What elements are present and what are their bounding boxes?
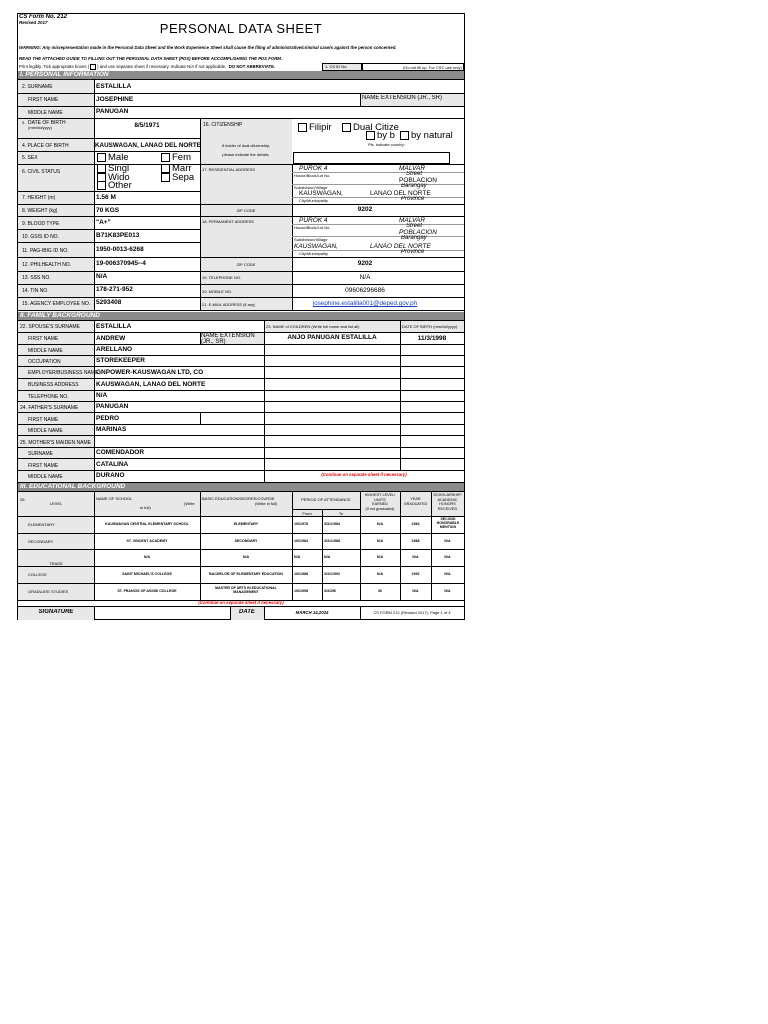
occupation-label: OCCUPATION <box>28 359 61 365</box>
dob-label: DATE OF BIRTH <box>28 120 66 126</box>
sss-value: N/A <box>96 273 108 280</box>
spouse-first-name-value: ANDREW <box>96 335 126 342</box>
checkbox[interactable] <box>161 173 170 182</box>
mother-first-name-label: FIRST NAME <box>28 463 59 469</box>
middle-name-label: MIDDLE NAME <box>28 110 63 116</box>
form-number: CS Form No. 212 <box>19 14 68 20</box>
surname-label: 2. SURNAME <box>22 84 53 90</box>
telephone-label: 19. TELEPHONE NO. <box>202 275 242 280</box>
dob-format: (mm/dd/yyyy) <box>28 125 52 130</box>
residential-zip-value: 9202 <box>357 206 373 213</box>
date-value: MARCH 14,2024 <box>295 610 329 615</box>
pagibig-label: 11. PAG-IBIG ID NO. <box>22 248 69 254</box>
tin-label: 14. TIN NO. <box>22 288 49 294</box>
philhealth-value: 19-006370945--4 <box>96 260 146 267</box>
tick-box-sample <box>90 64 96 70</box>
civil-widowed-option[interactable]: Wido <box>97 173 130 183</box>
children-label: 23. NAME of CHILDREN (Write full name and list all) <box>266 324 360 329</box>
mother-surname-label: SURNAME <box>28 451 54 457</box>
date-label: DATE <box>239 609 255 615</box>
mother-middle-name-label: MIDDLE NAME <box>28 474 63 480</box>
agency-employee-label: 15. AGENCY EMPLOYEE NO. <box>22 301 91 307</box>
blood-type-value: "A+" <box>96 219 111 226</box>
gsis-value: B71K83PE013 <box>96 232 140 239</box>
first-name-label: FIRST NAME <box>28 97 59 103</box>
civil-married-option[interactable]: Marr <box>161 164 192 174</box>
cs-id-label: 1. CS ID No. <box>325 64 348 69</box>
personal-data-sheet-form: CS Form No. 212 Revised 2017 PERSONAL DATA SHEET WARNING: Any misrepresentation made in the Personal Data Sheet and the Work Experience Sheet shall cause the filing of administrative/criminal case/s against the person concerned. READ THE ATTACHED GUIDE TO FILLING OUT THE PERSONAL DATA SHEET (PDS) BEFORE ACCOMPLISHING THE PDS FORM. Print legibly. Tick appropriate boxes ( ) and use separate sheet if necessary. Indicate N/A if not applicable. DO NOT ABBREVIATE. 1. CS ID No. (Do not fill up. For CSC use only) I. PERSONAL INFORMATION 2. SURNAME ESTALILLA FIRST NAME JOSEPHINE NAME EXTENSION (JR., SR) MIDDLE NAME PANUGAN 3. DATE OF BIRTH (mm/dd/yyyy) 8/5/1971 4. PLACE OF BIRTH KAUSWAGAN, LANAO DEL NORTE 16. CITIZENSHIP Filipir Dual Citize by b by natural If holder of dual citizenship, please indicate the details. Pls. indicate country: 5. SEX Male Fem 6. CIVIL STATUS Singl Marr Wido Sepa Other 7. HEIGHT (m) 1.56 M 8. WEIGHT (kg) 70 KGS 9. BLOOD TYPE "A+" 10. GSIS ID NO. B71K83PE013 11. PAG-IBIG ID NO. 1950-0013-6268 12. PHILHEALTH NO. 19-006370945--4 13. SSS NO. N/A 14. TIN NO. 178-271-952 15. AGENCY EMPLOYEE NO. 5293408 17. RESIDENTIAL ADDRESS PUROK 4 MALVAR House/Block/Lot No. Street POBLACION Subdivision/Village Barangay KAUSWAGAN, LANAO DEL NORTE City/Municipality Province ZIP CODE 9202 18. PERMANENT ADDRESS PUROK 4 MALVAR House/Block/Lot No. Street POBLACION Subdivision/Village Barangay KAUSWAGAN, LANAO DEL NORTE City/Municipality Province ZIP CODE 9202 19. TELEPHONE NO. N/A 20. MOBILE NO. 09606296686 21. E-MAIL ADDRESS (if any) josephine.estalilla001@deped.gov.ph II. FAMILY BACKGROUND 22. SPOUSE'S SURNAME ESTALILLA FIRST NAME ANDREW NAME EXTENSION (JR., SR) MIDDLE NAME ARELLANO OCCUPATION STOREKEEPER EMPLOYER/BUSINESS NAME GNPOWER-KAUSWAGAN LTD, CO BUSINESS ADDRESS KAUSWAGAN, LANAO DEL NORTE TELEPHONE NO. N/A 24. FATHER'S SURNAME PANUGAN FIRST NAME PEDRO MIDDLE NAME MARINAS 25. MOTHER'S MAIDEN NAME SURNAME COMENDADOR FIRST NAME CATALINA MIDDLE NAME DURANO 23. NAME of CHILDREN (Write full name and list all) DATE OF BIRTH (mm/dd/yyyy) ANJO PANUGAN ESTALILLA 11/3/1998 (Continue on separate sheet if necessary) III. EDUCATIONAL BACKGROUND 26. LEVEL NAME OF SCHOOL (Write in full) BASIC EDUCATION/DEGREE/COURSE (Write in full) PERIOD OF ATTENDANCE From To HIGHEST LEVEL/ UNITS EARNED (if not graduated) YEAR GRADUATED SCHOLARSHIP/ ACADEMIC HONORS RECEIVED ELEMENTARY KAUSWAGAN CENTRAL ELEMENTARY SCHOOL ELEMENTARY 1/6/1978 3/31/1984 N/A 1984 SECOND HONORABLE MENTION SECONDARY ST. VINCENT ACADEMY SECONDARY 1/6/1984 3/31/1988 N/A 1988 N/A TRADE N/A N/A N/A N/A N/A N/A N/A COLLEGE SAINT MICHAEL'S COLLEGE BACHELOR OF ELEMENTARY EDUCATION 1/6/1988 3/31/1992 N/A 1992 N/A GRADUATE STUDIES ST. FRANCIS OF ASSISI COLLEGE MASTER OF ARTS IN EDUCATIONAL MANAGEMENT 1/6/1998 3/31/96 36 N/A N/A (Continue on separate sheet if necessary) SIGNATURE DATE MARCH 14,2024 CS FORM 212 (Revised 2017), Page 1 of 4 <box>17 13 465 620</box>
surname-value: ESTALILLA <box>96 83 132 90</box>
page-title: PERSONAL DATA SHEET <box>159 21 323 36</box>
warning-text: WARNING: Any misrepresentation made in the Personal Data Sheet and the Work Experience Sheet shall cause the filing of administrative/criminal case/s against the person concerned. <box>19 45 397 50</box>
child-name-value: ANJO PANUGAN ESTALILLA <box>287 334 377 341</box>
dual-by-birth-option[interactable]: by b <box>366 130 395 141</box>
spouse-surname-value: ESTALILLA <box>96 323 132 330</box>
mother-surname-value: COMENDADOR <box>96 449 145 456</box>
signature-label: SIGNATURE <box>38 609 74 615</box>
pob-value: KAUSWAGAN, LANAO DEL NORTE <box>95 142 201 149</box>
checkbox[interactable] <box>298 123 307 132</box>
weight-value: 70 KGS <box>96 207 120 214</box>
weight-label: 8. WEIGHT (kg) <box>22 208 58 214</box>
permanent-address-label: 18. PERMANENT ADDRESS <box>202 219 254 224</box>
mobile-label: 20. MOBILE NO. <box>202 289 233 294</box>
sex-male-option[interactable]: Male <box>97 152 129 163</box>
highest-level-header: HIGHEST LEVEL/ UNITS EARNED (if not graduated) <box>364 493 396 511</box>
child-dob-label: DATE OF BIRTH (mm/dd/yyyy) <box>402 324 458 329</box>
telephone-value: N/A <box>359 274 371 281</box>
citizenship-filipino-option[interactable]: Filipir <box>298 122 332 133</box>
email-value[interactable]: josephine.estalilla001@deped.gov.ph <box>312 300 418 307</box>
sex-female-option[interactable]: Fem <box>161 152 191 163</box>
business-address-value: KAUSWAGAN, LANAO DEL NORTE <box>96 381 206 388</box>
civil-other-option[interactable]: Other <box>97 181 132 191</box>
business-address-label: BUSINESS ADDRESS <box>28 382 79 388</box>
section-personal-information: I. PERSONAL INFORMATION <box>18 71 464 79</box>
dob-value: 8/5/1971 <box>134 122 160 129</box>
father-first-name-value: PEDRO <box>96 415 120 422</box>
year-graduated-header: YEAR GRADUATED <box>403 497 428 506</box>
email-label: 21. E-MAIL ADDRESS (if any) <box>202 302 256 307</box>
dual-note-line2: please indicate the details. <box>222 152 270 157</box>
cs-id-field: (Do not fill up. For CSC use only) <box>362 63 464 71</box>
mother-middle-name-value: DURANO <box>96 472 125 479</box>
civil-status-label: 6. CIVIL STATUS <box>22 169 61 175</box>
dual-by-naturalization-option[interactable]: by natural <box>400 130 453 141</box>
spouse-telephone-value: N/A <box>96 392 108 399</box>
checkbox[interactable] <box>97 164 106 173</box>
section-educational-background: III. EDUCATIONAL BACKGROUND <box>18 483 464 491</box>
father-first-name-label: FIRST NAME <box>28 417 59 423</box>
family-continue-note: (Continue on separate sheet if necessary) <box>321 472 407 477</box>
mobile-value: 09606296686 <box>345 287 385 294</box>
father-surname-value: PANUGAN <box>96 403 129 410</box>
signature-field[interactable] <box>95 607 230 620</box>
philhealth-label: 12. PHILHEALTH NO. <box>22 262 72 268</box>
blood-type-label: 9. BLOOD TYPE <box>22 221 60 227</box>
middle-name-value: PANUGAN <box>96 108 129 115</box>
citizenship-dual-option[interactable]: Dual Citize <box>342 122 412 133</box>
instructions-text: Print legibly. Tick appropriate boxes ( ) and use separate sheet if necessary. Indicate N/A if not applicable. DO NOT ABBREVIATE. <box>19 64 276 70</box>
spouse-surname-label: 22. SPOUSE'S SURNAME <box>20 324 80 330</box>
checkbox[interactable] <box>97 153 106 162</box>
education-continue-note: (Continue on separate sheet if necessary) <box>198 600 284 605</box>
father-surname-label: 24. FATHER'S SURNAME <box>20 405 79 411</box>
pagibig-value: 1950-0013-6268 <box>96 246 144 253</box>
name-extension-label: NAME EXTENSION (JR., SR) <box>362 95 443 101</box>
mother-maiden-name-label: 25. MOTHER'S MAIDEN NAME <box>20 440 91 446</box>
honors-header: SCHOLARSHIP/ ACADEMIC HONORS RECEIVED <box>433 493 462 511</box>
period-header: PERIOD OF ATTENDANCE <box>301 497 351 502</box>
father-middle-name-value: MARINAS <box>96 426 127 433</box>
read-guide-text: READ THE ATTACHED GUIDE TO FILLING OUT THE PERSONAL DATA SHEET (PDS) BEFORE ACCOMPLISHING THE PDS FORM. <box>19 56 283 61</box>
occupation-value: STOREKEEPER <box>96 357 146 364</box>
course-header: BASIC EDUCATION/DEGREE/COURSE <box>202 496 275 501</box>
spouse-name-extension-label: NAME EXTENSION (JR., SR) <box>201 333 255 345</box>
checkbox[interactable] <box>342 123 351 132</box>
first-name-value: JOSEPHINE <box>96 96 134 103</box>
page-info: CS FORM 212 (Revised 2017), Page 1 of 4 <box>373 610 451 615</box>
height-label: 7. HEIGHT (m) <box>22 195 56 201</box>
level-header: LEVEL <box>49 501 63 506</box>
civil-single-option[interactable]: Singl <box>97 164 129 174</box>
child-dob-value: 11/3/1998 <box>417 335 447 342</box>
section-family-background: II. FAMILY BACKGROUND <box>18 312 464 320</box>
employer-label: EMPLOYER/BUSINESS NAME <box>28 370 99 376</box>
dual-note-line1: If holder of dual citizenship, <box>221 143 271 148</box>
form-revision: Revised 2017 <box>19 20 48 25</box>
gsis-label: 10. GSIS ID NO. <box>22 234 59 240</box>
sss-label: 13. SSS NO. <box>22 275 51 281</box>
pob-label: 4. PLACE OF BIRTH <box>22 143 69 149</box>
spouse-middle-name-label: MIDDLE NAME <box>28 348 63 354</box>
spouse-first-name-label: FIRST NAME <box>28 336 59 342</box>
residential-address-label: 17. RESIDENTIAL ADDRESS <box>202 167 255 172</box>
permanent-zip-value: 9202 <box>357 260 373 267</box>
country-field[interactable] <box>293 152 450 164</box>
father-middle-name-label: MIDDLE NAME <box>28 428 63 434</box>
sex-label: 5. SEX <box>22 155 38 161</box>
checkbox[interactable] <box>97 181 106 190</box>
checkbox[interactable] <box>161 164 170 173</box>
checkbox[interactable] <box>366 131 375 140</box>
agency-employee-value: 5293408 <box>96 299 122 306</box>
checkbox[interactable] <box>400 131 409 140</box>
citizenship-label: 16. CITIZENSHIP <box>203 122 243 128</box>
employer-value: GNPOWER-KAUSWAGAN LTD, CO <box>96 369 204 376</box>
civil-separated-option[interactable]: Sepa <box>161 173 194 183</box>
tin-value: 178-271-952 <box>96 286 133 293</box>
indicate-country-label: Pls. indicate country: <box>368 142 405 147</box>
height-value: 1.56 M <box>96 194 116 201</box>
spouse-telephone-label: TELEPHONE NO. <box>28 394 69 400</box>
spouse-middle-name-value: ARELLANO <box>96 346 133 353</box>
school-header: NAME OF SCHOOL <box>96 496 133 501</box>
mother-first-name-value: CATALINA <box>96 461 129 468</box>
checkbox[interactable] <box>161 153 170 162</box>
